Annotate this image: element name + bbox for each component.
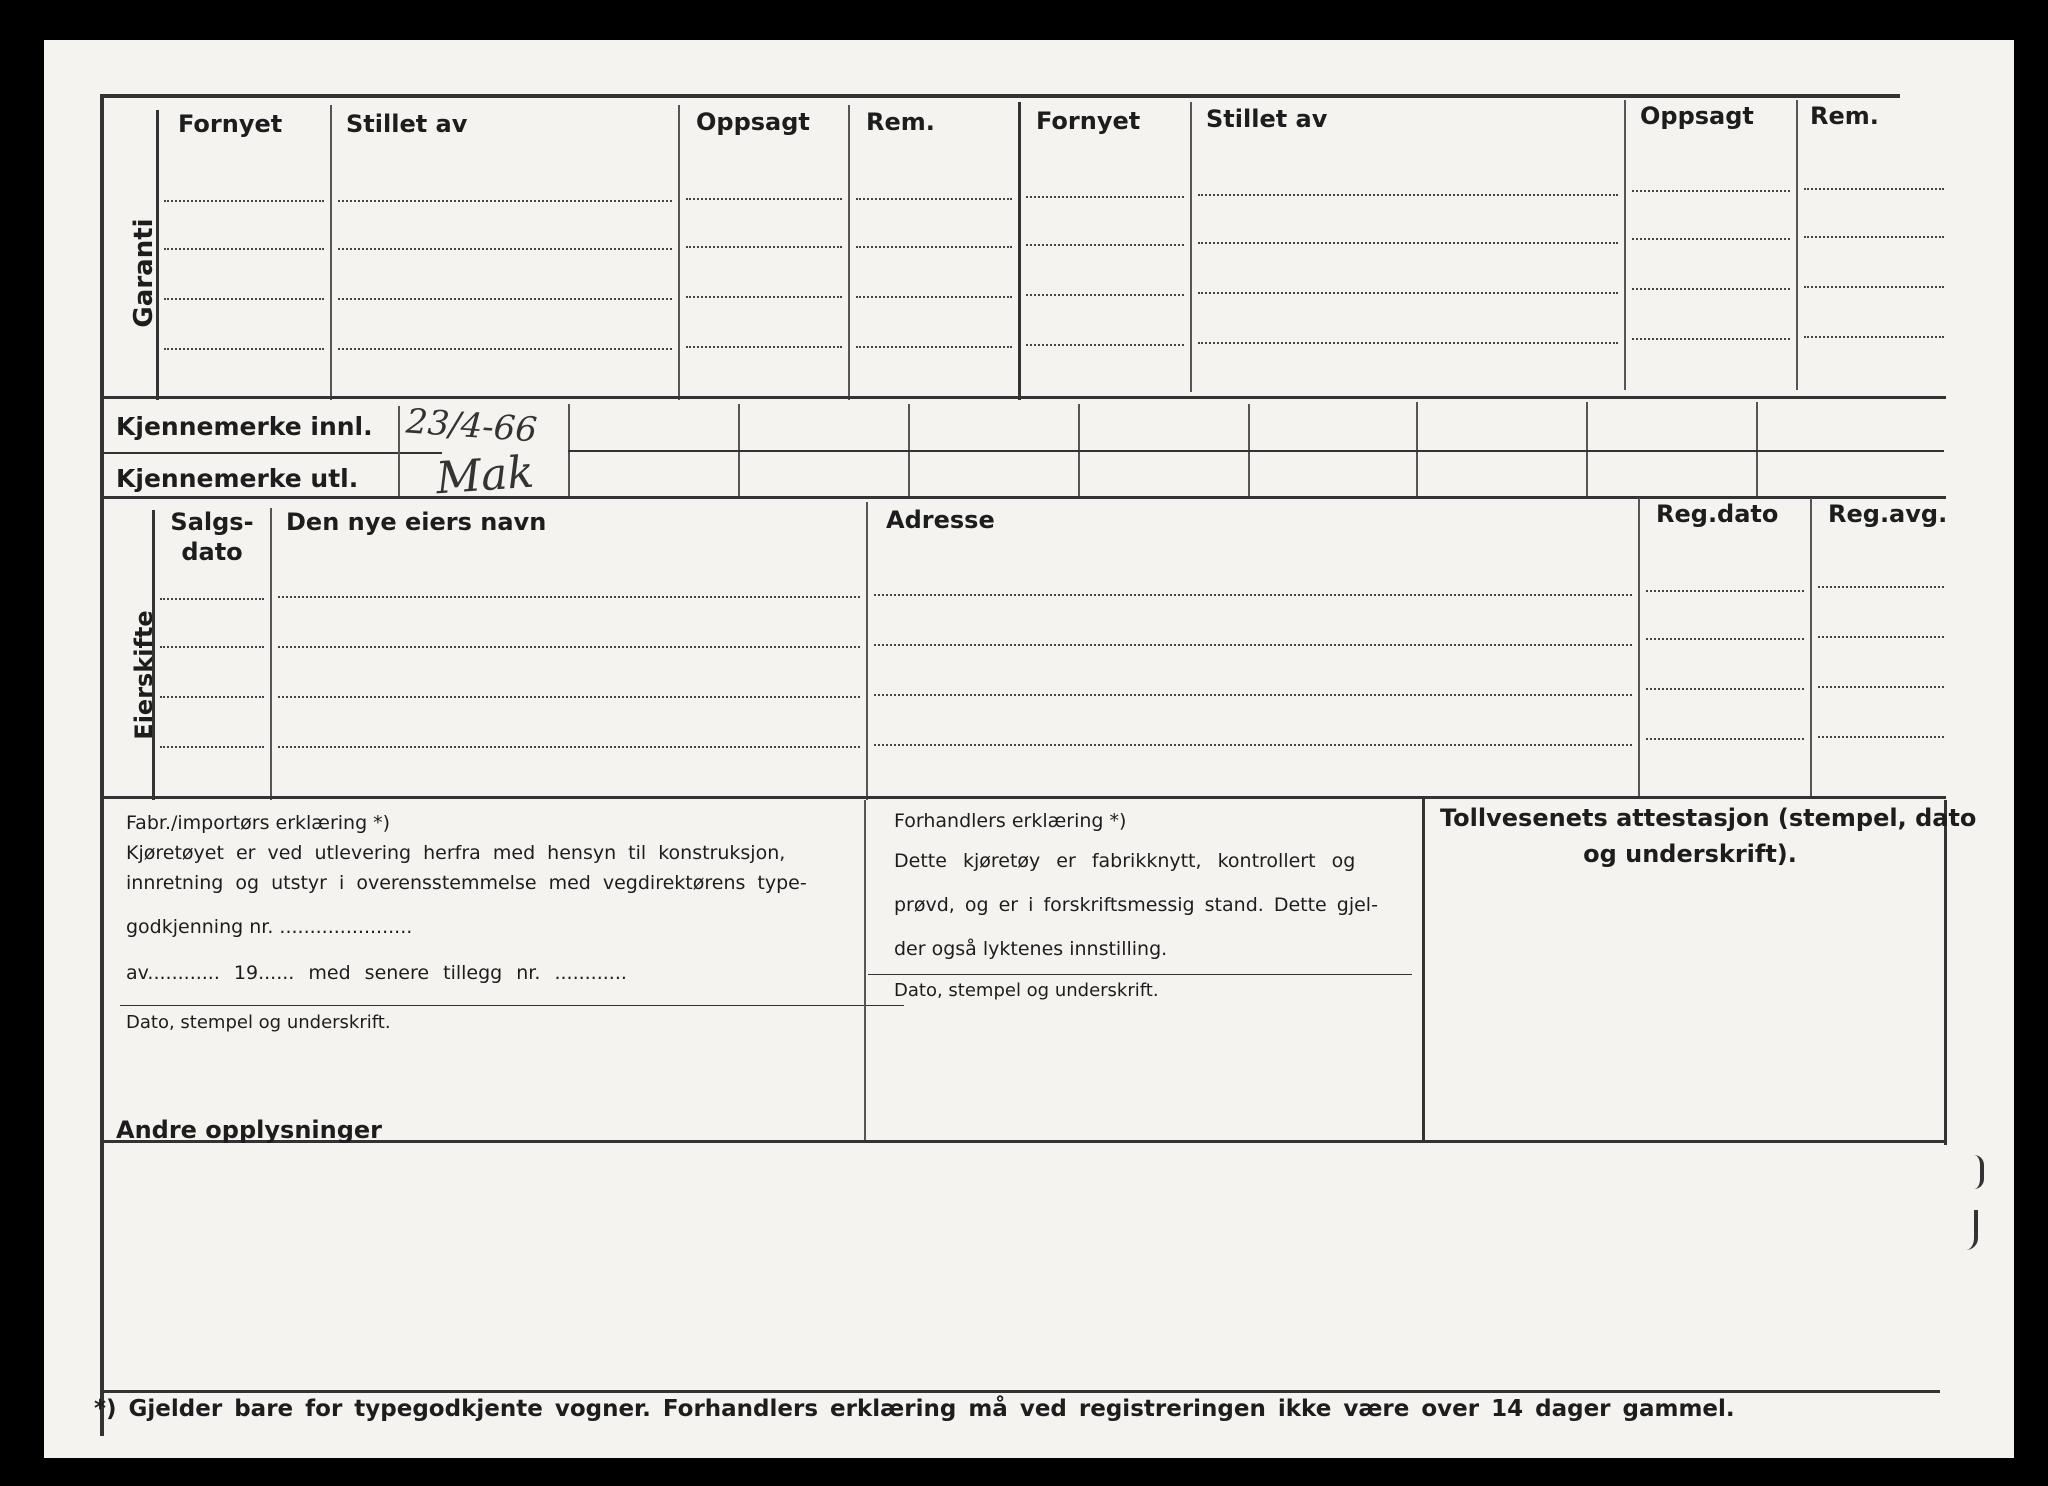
garanti-label: Garanti	[129, 218, 159, 328]
garanti-col-divider	[330, 105, 332, 400]
other-info-label: Andre opplysninger	[116, 1116, 383, 1144]
garanti-entry-line[interactable]	[686, 246, 842, 248]
fabr-declaration-text: innretning og utstyr i overensstemmelse med vegdirektørens type-	[126, 872, 807, 894]
eierskifte-col-divider	[1638, 498, 1640, 796]
garanti-header-oppsagt: Oppsagt	[696, 108, 810, 136]
kjennemerke-mid-rule	[102, 452, 442, 454]
fabr-declaration-title: Fabr./importørs erklæring *)	[126, 812, 391, 834]
garanti-entry-line[interactable]	[1198, 242, 1618, 244]
garanti-entry-line[interactable]	[1198, 194, 1618, 196]
eierskifte-entry-line[interactable]	[874, 594, 1632, 596]
eierskifte-col-divider	[270, 508, 272, 800]
garanti-entry-line[interactable]	[856, 296, 1012, 298]
eierskifte-entry-line[interactable]	[160, 696, 264, 698]
garanti-col-divider	[1624, 100, 1626, 390]
garanti-header-fornyet: Fornyet	[1036, 107, 1141, 135]
garanti-bottom-rule	[100, 396, 1946, 399]
eierskifte-entry-line[interactable]	[1646, 738, 1804, 740]
garanti-entry-line[interactable]	[338, 298, 672, 300]
garanti-header-stillet-av: Stillet av	[346, 110, 468, 138]
eierskifte-entry-line[interactable]	[160, 598, 264, 600]
garanti-col-divider	[1190, 102, 1192, 392]
garanti-header-rem: Rem.	[866, 108, 935, 136]
garanti-entry-line[interactable]	[338, 248, 672, 250]
right-border	[1944, 800, 1947, 1145]
eierskifte-entry-line[interactable]	[874, 744, 1632, 746]
declaration-divider	[864, 800, 866, 1142]
eierskifte-entry-line[interactable]	[1646, 688, 1804, 690]
garanti-entry-line[interactable]	[686, 198, 842, 200]
garanti-entry-line[interactable]	[1198, 342, 1618, 344]
garanti-header-fornyet: Fornyet	[178, 110, 283, 138]
eierskifte-col-divider	[866, 502, 868, 800]
garanti-entry-line[interactable]	[1026, 344, 1184, 346]
eierskifte-entry-line[interactable]	[1818, 736, 1944, 738]
eierskifte-entry-line[interactable]	[1818, 636, 1944, 638]
kjennemerke-mid-rule	[568, 450, 1944, 452]
dealer-declaration-title: Forhandlers erklæring *)	[894, 810, 1127, 832]
eierskifte-entry-line[interactable]	[1646, 638, 1804, 640]
garanti-header-stillet-av: Stillet av	[1206, 105, 1328, 133]
garanti-entry-line[interactable]	[1632, 338, 1790, 340]
garanti-entry-line[interactable]	[1632, 190, 1790, 192]
customs-attestation-title: Tollvesenets attestasjon (stempel, dato	[1440, 804, 1977, 832]
left-border	[100, 96, 104, 1436]
garanti-header-rem: Rem.	[1810, 102, 1879, 130]
eierskifte-col-divider	[1810, 498, 1812, 796]
edge-mark	[1966, 1210, 1978, 1250]
other-info-field[interactable]	[108, 1152, 1938, 1382]
approval-date-field[interactable]: av............ 19...... med senere tillegg nr. ............	[126, 962, 627, 984]
garanti-entry-line[interactable]	[1804, 188, 1944, 190]
eierskifte-entry-line[interactable]	[160, 746, 264, 748]
registration-card	[44, 40, 2014, 1458]
dealer-signature-rule	[868, 974, 1412, 975]
garanti-entry-line[interactable]	[856, 346, 1012, 348]
address-header: Adresse	[886, 506, 995, 534]
garanti-col-divider	[678, 105, 680, 400]
garanti-entry-line[interactable]	[1632, 288, 1790, 290]
kjennemerke-utl-value: Mak	[434, 446, 536, 505]
kjennemerke-utl-label: Kjennemerke utl.	[116, 464, 359, 493]
customs-attestation-title: og underskrift).	[1583, 840, 1797, 868]
bottom-rule	[100, 1390, 1940, 1393]
eierskifte-entry-line[interactable]	[278, 696, 860, 698]
garanti-entry-line[interactable]	[686, 346, 842, 348]
eierskifte-entry-line[interactable]	[874, 694, 1632, 696]
fabr-signature-rule	[120, 1005, 904, 1006]
eierskifte-entry-line[interactable]	[1646, 590, 1804, 592]
garanti-entry-line[interactable]	[1026, 196, 1184, 198]
customs-box-left	[1422, 798, 1425, 1142]
garanti-entry-line[interactable]	[856, 246, 1012, 248]
garanti-header-oppsagt: Oppsagt	[1640, 102, 1754, 130]
fabr-declaration-text: Kjøretøyet er ved utlevering herfra med hensyn til konstruksjon,	[126, 842, 786, 864]
garanti-entry-line[interactable]	[338, 348, 672, 350]
reg-dato-header: Reg.dato	[1656, 500, 1779, 528]
garanti-entry-line[interactable]	[164, 348, 324, 350]
type-approval-field[interactable]: godkjenning nr. ......................	[126, 916, 413, 938]
top-rule	[100, 94, 1900, 98]
salgsdato-header: dato	[181, 538, 243, 566]
eierskifte-label: Eierskifte	[130, 610, 158, 740]
garanti-entry-line[interactable]	[1804, 336, 1944, 338]
new-owner-header: Den nye eiers navn	[286, 508, 547, 536]
garanti-entry-line[interactable]	[1804, 286, 1944, 288]
kjennemerke-innl-label: Kjennemerke innl.	[116, 412, 373, 441]
garanti-entry-line[interactable]	[1198, 292, 1618, 294]
garanti-entry-line[interactable]	[164, 248, 324, 250]
kjennemerke-bottom-rule	[100, 496, 1946, 499]
eierskifte-entry-line[interactable]	[1818, 686, 1944, 688]
garanti-center-divider	[1018, 102, 1021, 400]
garanti-entry-line[interactable]	[686, 296, 842, 298]
garanti-entry-line[interactable]	[164, 298, 324, 300]
garanti-entry-line[interactable]	[1026, 244, 1184, 246]
dealer-signature-label: Dato, stempel og underskrift.	[894, 980, 1159, 1001]
eierskifte-entry-line[interactable]	[278, 746, 860, 748]
eierskifte-col-divider	[152, 510, 155, 800]
garanti-entry-line[interactable]	[164, 200, 324, 202]
garanti-entry-line[interactable]	[1026, 294, 1184, 296]
eierskifte-entry-line[interactable]	[874, 644, 1632, 646]
garanti-entry-line[interactable]	[1632, 238, 1790, 240]
eierskifte-bottom-rule	[100, 796, 1946, 799]
dealer-declaration-text: Dette kjøretøy er fabrikknytt, kontrollert og	[894, 850, 1356, 872]
eierskifte-entry-line[interactable]	[278, 646, 860, 648]
garanti-entry-line[interactable]	[856, 198, 1012, 200]
salgsdato-header: Salgs-	[170, 508, 254, 536]
kjennemerke-col-divider	[398, 406, 400, 498]
eierskifte-entry-line[interactable]	[1818, 586, 1944, 588]
garanti-entry-line[interactable]	[1804, 236, 1944, 238]
eierskifte-entry-line[interactable]	[160, 646, 264, 648]
garanti-entry-line[interactable]	[338, 200, 672, 202]
dealer-declaration-text: der også lyktenes innstilling.	[894, 938, 1168, 960]
dealer-declaration-text: prøvd, og er i forskriftsmessig stand. Dette gjel-	[894, 894, 1378, 916]
eierskifte-entry-line[interactable]	[278, 596, 860, 598]
fabr-signature-label: Dato, stempel og underskrift.	[126, 1012, 391, 1033]
edge-mark	[1974, 1155, 1984, 1189]
footnote: *) Gjelder bare for typegodkjente vogner. Forhandlers erklæring må ved registreringen ikke være over 14 dager gammel.	[94, 1396, 1735, 1422]
kjennemerke-innl-value: 23/4-66	[404, 401, 539, 451]
garanti-col-divider	[1796, 100, 1798, 390]
garanti-col-divider	[848, 105, 850, 400]
reg-avg-header: Reg.avg.	[1828, 500, 1948, 528]
garanti-col-divider	[156, 110, 159, 400]
